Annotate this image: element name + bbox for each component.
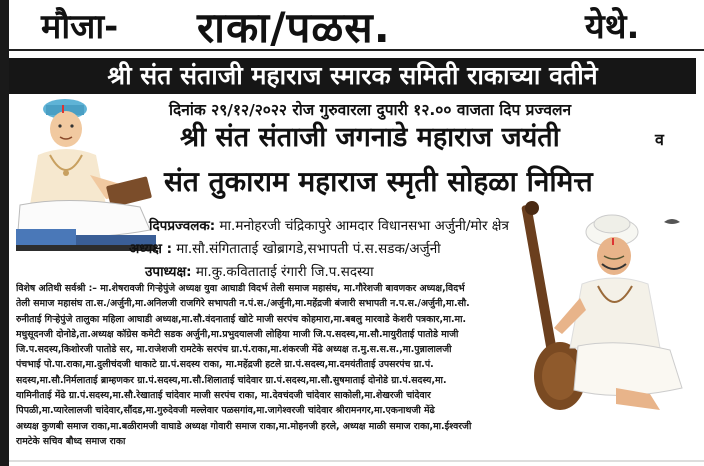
- header-band: [9, 0, 704, 51]
- president-value: मा.सौ.संगिताताई खोब्रागडे,सभापती पं.स.सडक/अर्जुनी: [176, 241, 441, 257]
- special-guests-block: [16, 281, 528, 449]
- date-line: दिनांक २९/१२/२०२२ रोज गुरुवारला दुपारी १२.०० वाजता दिप प्रज्वलन: [169, 101, 572, 119]
- bottom-divider: [9, 460, 704, 462]
- mouja-label: मौजा-: [41, 7, 119, 47]
- guests-line: पंचभाई पो.पा.राका,मा.दुलीचंदजी धाकाटे ग्रा.पं.सदस्य राका, मा.महेंद्रजी हटले ग्रा.पं.सदस्य,मा.दमयंतीताई उपसरपंच ग्रा.पं.: [16, 359, 434, 371]
- guests-line: मधुसूदनजी दोनोडे,ता.अध्यक्ष कॉग्रेस कमेटी सडक अर्जुनी,मा.प्रभुदयालजी लोहिया माजी जि.प.सदस्य,मा.सौ.मायुरीताई पातोडे माजी: [16, 328, 459, 340]
- vice-president-value: मा.कु.कविताताई रंगारी जि.प.सदस्या: [195, 264, 374, 280]
- inauguration-line: [149, 216, 509, 234]
- guests-line: विशेष अतिथी सर्वश्री :– मा.शेषरावजी गिऱ्हेपुंजे अध्यक्ष युवा आघाडी विदर्भ तेली समाज महासंघ, मा.गौरेशजी बावणकर अध्यक्ष,विदर्भ: [16, 283, 465, 294]
- title-line-1: श्री संत संताजी जगनाडे महाराज जयंती: [180, 122, 560, 153]
- sant-tukaram-portrait: [520, 198, 698, 422]
- inauguration-label: दिपप्रज्वलक:: [149, 218, 216, 234]
- president-label: अध्यक्ष :: [129, 241, 172, 257]
- guests-line: जि.प.सदस्य,किशोरजी पातोडे सर, मा.राजेशजी रामटेके सरपंच ग्रा.पं.राका,मा.शंकरजी मेंढे अध्यक्ष त.मु.स.स.स.,मा.पुन्नालालजी: [16, 344, 452, 356]
- yethe-label: येथे.: [585, 7, 640, 47]
- committee-banner: श्री संत संताजी महाराज स्मारक समिती राकाच्या वतीने: [9, 58, 696, 94]
- vice-president-line: [145, 262, 374, 280]
- village-name: राका/पळस.: [197, 3, 391, 52]
- sant-santaji-portrait: [10, 95, 170, 255]
- guests-line: तेली समाज महासंघ ता.स./अर्जुनी,मा.अनिलजी राजगिरे सभापती न.पं.स./अर्जुनी,मा.महेंद्रजी बंजारी सभापती न.प.स./अर्जुनी,मा.सौ.: [16, 298, 470, 310]
- guests-line: पिपळी,मा.प्यारेलालजी चांदेवार,सौंदड,मा.गुरुदेवजी मल्लेवार पळसगांव,मा.जागेश्वरजी चांदेवार श्रीरामनगर,मा.एकनाथजी मेंढे: [16, 405, 435, 417]
- title-line-2: संत तुकाराम महाराज स्मृती सोहळा निमित्त: [164, 165, 593, 198]
- guests-line: रामटेके सचिव बौध्द समाज राका: [16, 435, 126, 447]
- guests-line: यामिनीताई मेंढे ग्रा.पं.सदस्य,मा.सौ.रेखाताई चांदेवार माजी सरपंच राका, मा.देवचंदजी चांदेवार साकोली,मा.शेखरजी चांदेवार: [16, 390, 431, 402]
- president-line: [129, 239, 441, 257]
- guests-line: सदस्य,मा.सौ.निर्मलाताई ब्राम्हणकर ग्रा.पं.सदस्य,मा.सौ.शिलाताई चांदेवार ग्रा.पं.सदस्य,मा.सौ.सुषमाताई दोनोडे ग्रा.पं.सदस्य,मा.: [16, 374, 447, 386]
- inauguration-value: मा.मनोहरजी चंद्रिकापुरे आमदार विधानसभा अर्जुनी/मोर क्षेत्र: [219, 218, 509, 234]
- title-conjunction: व: [655, 130, 664, 149]
- guests-line: रुनीताई गिऱ्हेपुंजे तालुका महिला आघाडी अध्यक्ष,मा.सौ.वंदनाताई खोटे माजी सरपंच कोहमारा,मा.बबलु मारवाडे केशरी पत्रकार,मा.मा.: [16, 313, 467, 325]
- guests-line: अध्यक्ष कुणबी समाज राका,मा.बळीरामजी वाघाडे अध्यक्ष गोवारी समाज राका,मा.मोहनजी हरले, अध्यक्ष माळी समाज राका,मा.ईश्वरजी: [16, 420, 472, 432]
- vice-president-label: उपाध्यक्ष:: [145, 264, 192, 280]
- left-border: [0, 0, 9, 466]
